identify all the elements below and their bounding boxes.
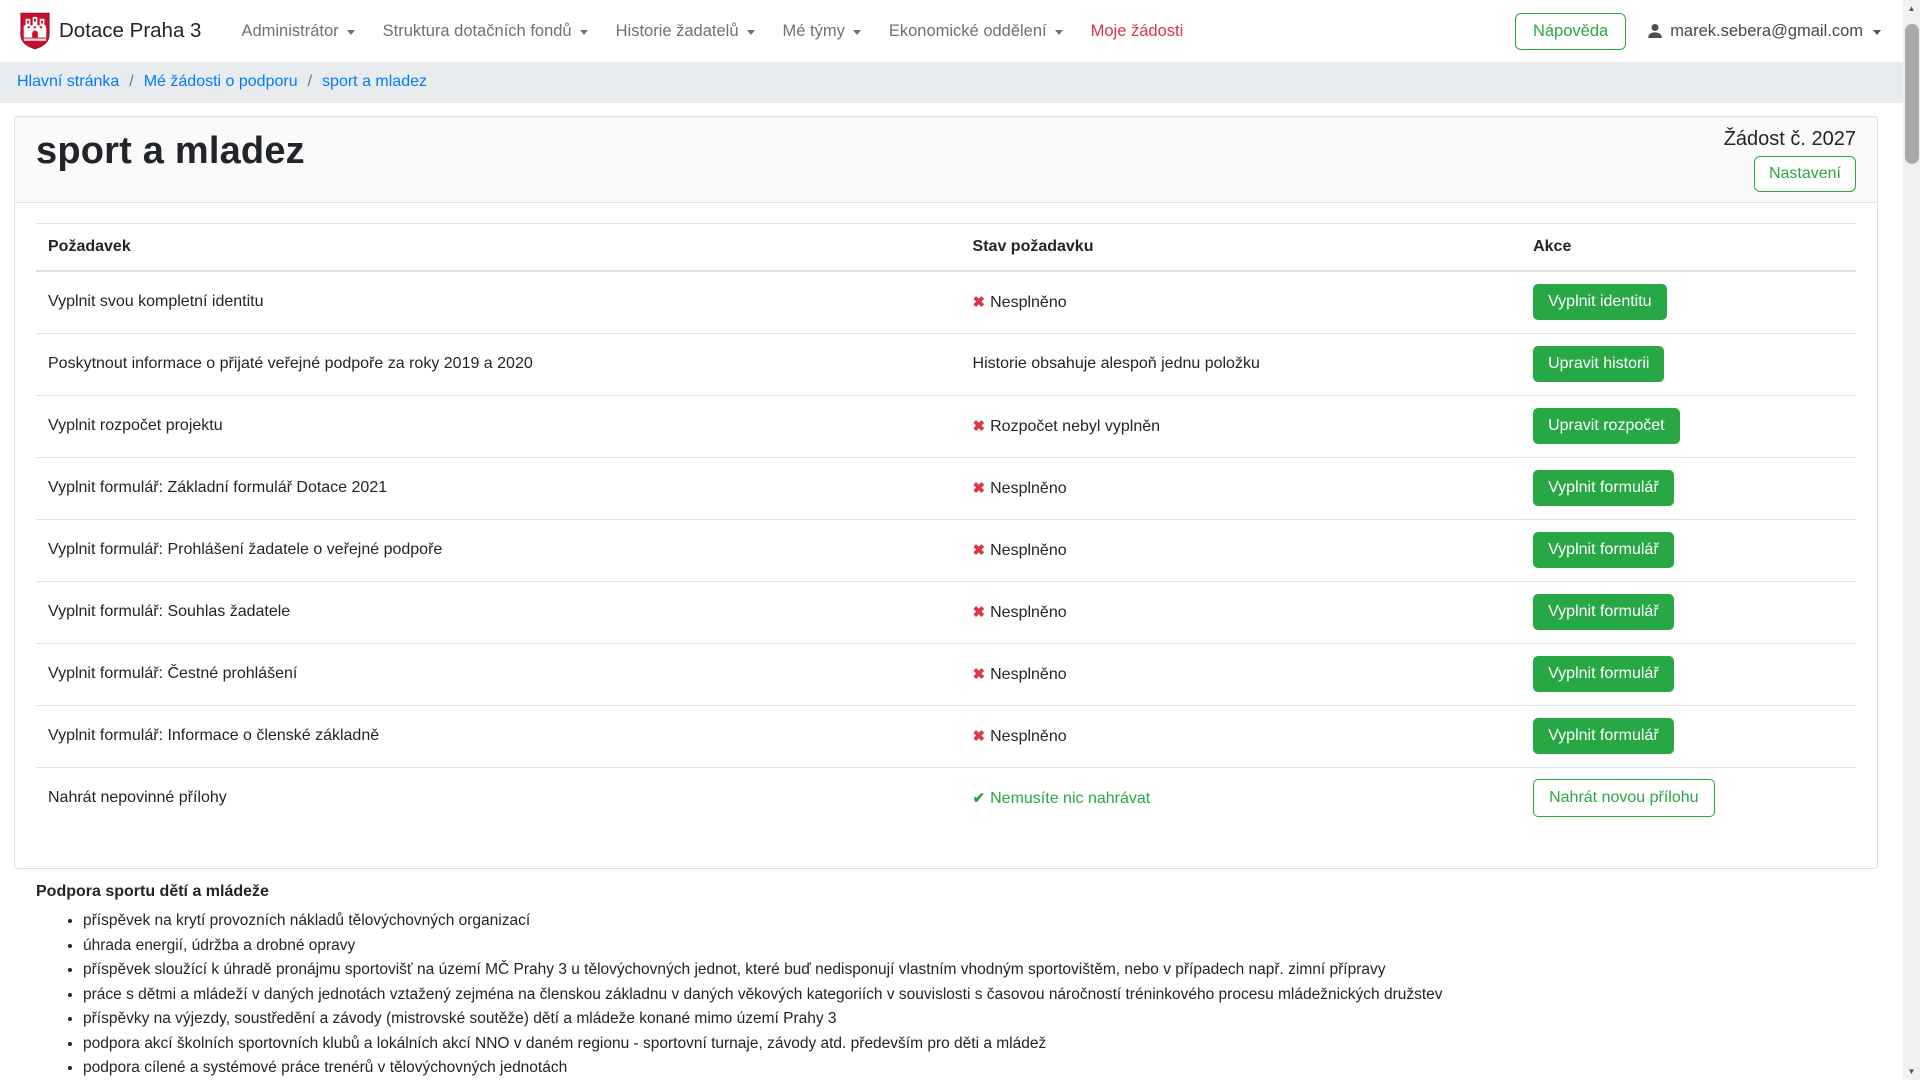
nav-item-my-applications[interactable] [1077, 14, 1198, 49]
action-cell [1521, 767, 1856, 829]
fill-identity-button[interactable]: Vyplnit identitu [1533, 284, 1666, 320]
breadcrumb-separator: / [129, 73, 134, 90]
nav-item-economic-department[interactable] [875, 14, 1077, 49]
action-cell [1521, 333, 1856, 395]
action-cell [1521, 395, 1856, 457]
nav-item-label: Moje žádosti [1090, 21, 1184, 40]
status-text: Nesplněno [990, 541, 1067, 559]
user-email: marek.sebera@gmail.com [1670, 21, 1863, 40]
list-item: • úhrada energií, údržba a drobné opravy [83, 934, 1856, 959]
requirement-cell: Vyplnit rozpočet projektu [36, 395, 961, 457]
chevron-down-icon [853, 30, 861, 35]
application-card [14, 116, 1878, 869]
list-item: • příspěvek sloužící k úhradě pronájmu sportovišť na území MČ Prahy 3 u tělovýchovných jednot, které buď nedisponují vlastním vhodným sportovištěm, nebo v případech např. zimní přípravy [83, 958, 1856, 983]
status-text: Nesplněno [990, 293, 1067, 311]
requirement-cell: Poskytnout informace o přijaté veřejné podpoře za roky 2019 a 2020 [36, 333, 961, 395]
list-item: • podpora akcí školních sportovních klubů a lokálních akcí NNO v daném regionu - sportovní turnaje, závody atd. především pro děti a mládež [83, 1032, 1856, 1057]
nav-item-label: Mé týmy [782, 21, 845, 40]
status-cell [961, 705, 1522, 767]
upload-attachment-button[interactable]: Nahrát novou přílohu [1533, 779, 1714, 817]
table-row [36, 395, 1856, 457]
requirement-cell: Nahrát nepovinné přílohy [36, 767, 961, 829]
chevron-down-icon [1873, 30, 1881, 35]
fill-form-button[interactable]: Vyplnit formulář [1533, 470, 1674, 506]
status-text: Rozpočet nebyl vyplněn [990, 417, 1161, 435]
action-cell [1521, 271, 1856, 333]
table-row [36, 457, 1856, 519]
nav-item-label: Ekonomické oddělení [888, 21, 1047, 40]
column-header-status: Stav požadavku [961, 224, 1522, 272]
action-cell [1521, 581, 1856, 643]
status-text: Nesplněno [990, 727, 1067, 745]
fill-form-button[interactable]: Vyplnit formulář [1533, 532, 1674, 568]
status-cell [961, 767, 1522, 829]
status-text: Nemusíte nic nahrávat [990, 789, 1151, 807]
cross-icon: ✖ [972, 417, 986, 435]
status-cell [961, 333, 1522, 395]
navbar-right [1515, 13, 1881, 50]
status-cell [961, 395, 1522, 457]
table-row [36, 271, 1856, 333]
cross-icon: ✖ [972, 727, 986, 745]
list-item: • podpora cílené a systémové práce trenérů v tělovýchovných jednotách [83, 1056, 1856, 1080]
breadcrumb-current-application[interactable]: sport a mladez [322, 73, 427, 90]
user-menu[interactable] [1646, 22, 1881, 41]
edit-budget-button[interactable]: Upravit rozpočet [1533, 408, 1680, 444]
navbar-left [20, 12, 1197, 50]
requirement-cell: Vyplnit formulář: Čestné prohlášení [36, 643, 961, 705]
top-navbar [0, 0, 1903, 62]
table-row [36, 705, 1856, 767]
table-header-row [36, 224, 1856, 272]
cross-icon: ✖ [972, 603, 986, 621]
program-description-heading: Podpora sportu dětí a mládeže [36, 883, 269, 900]
column-header-requirement: Požadavek [36, 224, 961, 272]
action-cell [1521, 705, 1856, 767]
praha3-logo-icon[interactable] [20, 12, 50, 50]
table-row [36, 519, 1856, 581]
cross-icon: ✖ [972, 293, 986, 311]
requirement-cell: Vyplnit svou kompletní identitu [36, 271, 961, 333]
request-number: Žádost č. 2027 [1723, 128, 1856, 150]
scroll-up-icon[interactable]: ▲ [1907, 4, 1916, 13]
cross-icon: ✖ [972, 541, 986, 559]
chevron-down-icon [580, 30, 588, 35]
table-row [36, 333, 1856, 395]
nav-item-applicant-history[interactable] [602, 14, 769, 49]
user-icon [1646, 22, 1664, 40]
nav-item-label: Administrátor [241, 21, 339, 40]
nav-item-label: Struktura dotačních fondů [382, 21, 572, 40]
breadcrumb-my-applications[interactable]: Mé žádosti o podporu [143, 73, 298, 90]
table-row [36, 643, 1856, 705]
requirement-cell: Vyplnit formulář: Prohlášení žadatele o veřejné podpoře [36, 519, 961, 581]
fill-form-button[interactable]: Vyplnit formulář [1533, 656, 1674, 692]
edit-history-button[interactable]: Upravit historii [1533, 346, 1664, 382]
action-cell [1521, 519, 1856, 581]
action-cell [1521, 457, 1856, 519]
table-row [36, 767, 1856, 829]
status-cell [961, 271, 1522, 333]
check-icon: ✔ [972, 789, 986, 807]
settings-button[interactable]: Nastavení [1754, 156, 1856, 192]
table-row [36, 581, 1856, 643]
fill-form-button[interactable]: Vyplnit formulář [1533, 718, 1674, 754]
status-text: Historie obsahuje alespoň jednu položku [972, 355, 1260, 372]
application-card-header-right [1724, 127, 1856, 192]
scrollbar-thumb[interactable] [1905, 24, 1919, 164]
breadcrumb-separator: / [307, 73, 313, 90]
column-header-action: Akce [1521, 224, 1856, 272]
requirement-cell: Vyplnit formulář: Souhlas žadatele [36, 581, 961, 643]
nav-item-fund-structure[interactable] [369, 14, 602, 49]
breadcrumb-home[interactable]: Hlavní stránka [17, 73, 120, 90]
page-title: sport a mladez [36, 130, 305, 172]
breadcrumb [0, 62, 1903, 103]
status-text: Nesplněno [990, 603, 1067, 621]
status-text: Nesplněno [990, 665, 1067, 683]
fill-form-button[interactable]: Vyplnit formulář [1533, 594, 1674, 630]
application-card-body [15, 203, 1877, 868]
list-item: • příspěvky na výjezdy, soustředění a závody (mistrovské soutěže) dětí a mládeže konané mimo území Prahy 3 [83, 1007, 1856, 1032]
status-cell [961, 457, 1522, 519]
status-cell [961, 581, 1522, 643]
status-cell [961, 643, 1522, 705]
requirement-cell: Vyplnit formulář: Informace o členské základně [36, 705, 961, 767]
program-description [14, 869, 1878, 1080]
action-cell [1521, 643, 1856, 705]
list-item: • příspěvek na krytí provozních nákladů tělovýchovných organizací [83, 909, 1856, 934]
nav-item-administrator[interactable] [227, 14, 368, 49]
requirement-cell: Vyplnit formulář: Základní formulář Dotace 2021 [36, 457, 961, 519]
program-description-list [36, 909, 1856, 1080]
page-content [0, 103, 1903, 1080]
list-item: • práce s dětmi a mládeží v daných jednotách vztažený zejména na členskou základnu v daných věkových kategoriích v souvislosti s časovou náročností tréninkového procesu mládežnických družstev [83, 983, 1856, 1008]
chevron-down-icon [347, 30, 355, 35]
status-cell [961, 519, 1522, 581]
nav-item-my-teams[interactable] [769, 14, 875, 49]
help-button[interactable]: Nápověda [1515, 13, 1626, 50]
chevron-down-icon [1055, 30, 1063, 35]
requirements-table [36, 223, 1856, 829]
scrollbar[interactable] [1903, 0, 1920, 1080]
chevron-down-icon [747, 30, 755, 35]
cross-icon: ✖ [972, 665, 986, 683]
nav-item-label: Historie žadatelů [615, 21, 739, 40]
app-brand[interactable]: Dotace Praha 3 [59, 19, 202, 42]
main-menu [227, 14, 1197, 49]
status-text: Nesplněno [990, 479, 1067, 497]
scroll-down-icon[interactable]: ▼ [1907, 1067, 1916, 1076]
cross-icon: ✖ [972, 479, 986, 497]
application-card-header [15, 117, 1877, 203]
